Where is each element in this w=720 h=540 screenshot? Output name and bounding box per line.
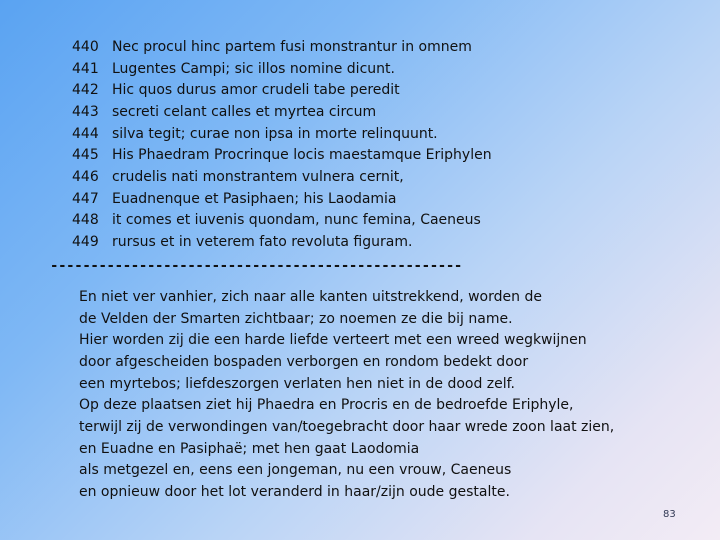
translation-line: Hier worden zij die een harde liefde verteert met een wreed wegkwijnen xyxy=(79,332,587,349)
latin-verse-line xyxy=(72,210,672,232)
line-number: 449 xyxy=(72,234,99,251)
dutch-translation-block xyxy=(79,286,699,503)
latin-verse-block xyxy=(72,36,672,253)
translation-line: en Euadne en Pasiphaë; met hen gaat Laodomia xyxy=(79,440,420,457)
translation-line: terwijl zij de verwondingen van/toegebracht door haar wrede zoon laat zien, xyxy=(79,418,615,435)
latin-verse-line xyxy=(72,123,672,145)
line-number: 446 xyxy=(72,168,99,185)
verse-text: Euadnenque et Pasiphaen; his Laodamia xyxy=(112,190,397,207)
line-number: 447 xyxy=(72,190,99,207)
line-number: 444 xyxy=(72,125,99,142)
translation-line: en opnieuw door het lot veranderd in haar/zijn oude gestalte. xyxy=(79,484,510,501)
line-number: 442 xyxy=(72,82,99,99)
verse-text: it comes et iuvenis quondam, nunc femina, Caeneus xyxy=(112,212,481,229)
verse-text: crudelis nati monstrantem vulnera cernit, xyxy=(112,168,404,185)
latin-verse-line xyxy=(72,231,672,253)
line-number: 443 xyxy=(72,103,99,120)
translation-line: een myrtebos; liefdeszorgen verlaten hen niet in de dood zelf. xyxy=(79,375,516,392)
latin-verse-line xyxy=(72,101,672,123)
line-number: 448 xyxy=(72,212,99,229)
verse-text: Nec procul hinc partem fusi monstrantur in omnem xyxy=(112,38,472,55)
verse-text: silva tegit; curae non ipsa in morte relinquunt. xyxy=(112,125,438,142)
latin-verse-line xyxy=(72,166,672,188)
verse-text: His Phaedram Procrinque locis maestamque Eriphylen xyxy=(112,147,492,164)
translation-line: Op deze plaatsen ziet hij Phaedra en Procris en de bedroefde Eriphyle, xyxy=(79,397,574,414)
latin-verse-line xyxy=(72,144,672,166)
line-number: 440 xyxy=(72,38,99,55)
verse-text: rursus et in veterem fato revoluta figuram. xyxy=(112,234,413,251)
dashed-divider: --------------------------------------------------- xyxy=(50,258,463,274)
verse-text: secreti celant calles et myrtea circum xyxy=(112,103,377,120)
page-number: 83 xyxy=(663,509,676,520)
verse-text: Lugentes Campi; sic illos nomine dicunt. xyxy=(112,60,395,77)
translation-line: als metgezel en, eens een jongeman, nu een vrouw, Caeneus xyxy=(79,462,512,479)
translation-line: En niet ver vanhier, zich naar alle kanten uitstrekkend, worden de xyxy=(79,288,542,305)
latin-verse-line xyxy=(72,79,672,101)
latin-verse-line xyxy=(72,58,672,80)
line-number: 441 xyxy=(72,60,99,77)
latin-verse-line xyxy=(72,188,672,210)
latin-verse-line xyxy=(72,36,672,58)
translation-line: door afgescheiden bospaden verborgen en rondom bedekt door xyxy=(79,353,529,370)
line-number: 445 xyxy=(72,147,99,164)
verse-text: Hic quos durus amor crudeli tabe peredit xyxy=(112,82,400,99)
translation-line: de Velden der Smarten zichtbaar; zo noemen ze die bij name. xyxy=(79,310,513,327)
